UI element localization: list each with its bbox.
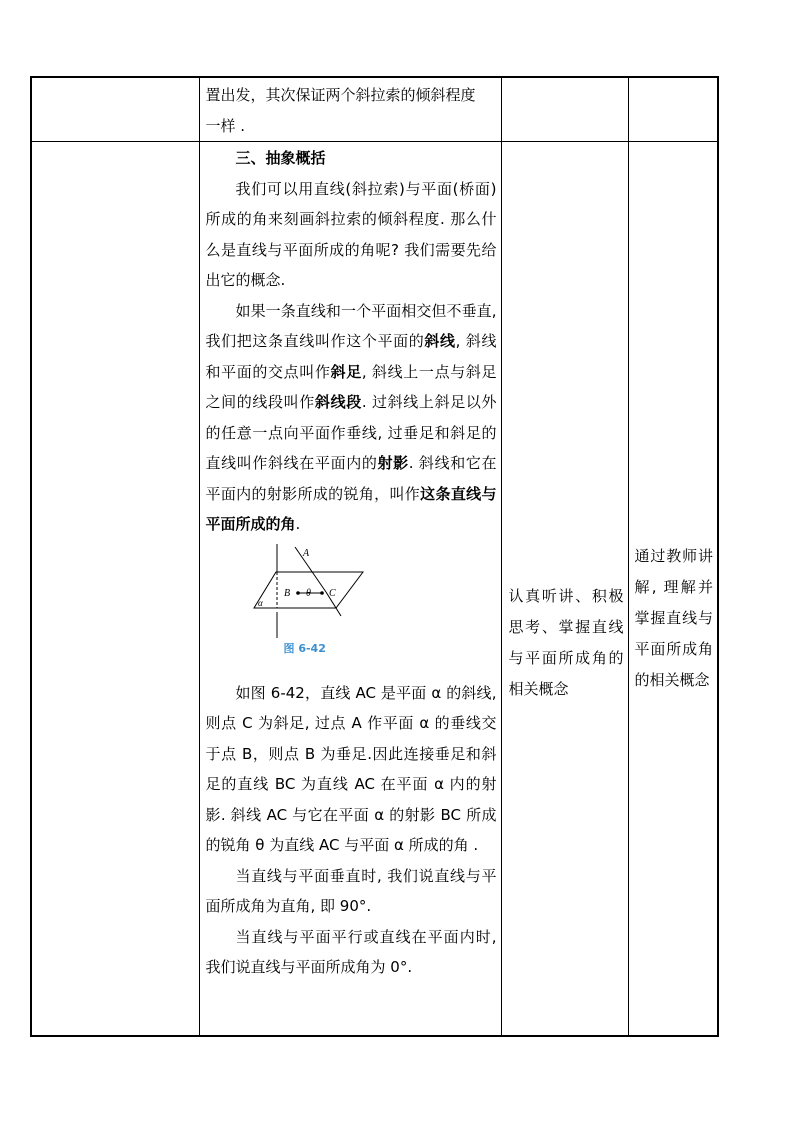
- term-oblique-foot: 斜足: [330, 362, 362, 381]
- term-oblique-segment: 斜线段: [314, 393, 362, 411]
- stage-cell: [31, 77, 199, 142]
- term-oblique-line: 斜线: [424, 332, 456, 350]
- text-line: 置出发，其次保证两个斜拉索的倾斜程度: [205, 86, 476, 104]
- term-line-plane-angle: 这条直线与平面所成的角: [205, 484, 497, 533]
- student-activity-cell: [501, 142, 628, 1037]
- point-c: [320, 591, 324, 595]
- label-c: C: [328, 587, 336, 599]
- section-heading: 三、抽象概括: [235, 149, 326, 167]
- lesson-plan-table: [30, 76, 719, 1037]
- oblique-line-ac: [295, 547, 326, 592]
- paragraph: 当直线与平面垂直时, 我们说直线与平面所成角为直角, 即 90°.: [205, 866, 497, 915]
- design-intent-cell: [628, 142, 718, 1037]
- student-activity-text: 认真听讲、积极思考、掌握直线与平面所成角的相关概念: [508, 586, 624, 698]
- stage-cell: [31, 142, 199, 1037]
- design-intent-cell: [628, 77, 718, 142]
- student-activity-cell: [501, 77, 628, 142]
- point-b: [296, 591, 300, 595]
- figure-6-42: [206, 542, 497, 670]
- definition-paragraph: 如果一条直线和一个平面相交但不垂直, 我们把这条直线叫作这个平面的斜线, 斜线和平面的交点叫作斜足, 斜线上一点与斜足之间的线段叫作斜线段. 过斜线上斜足以外的任意一点向平面作垂线, 过垂足和斜足的直线叫作斜线在平面内的射影. 斜线和它在平面内的射影所成的锐角，叫作这条直线与平面所成的角.: [205, 301, 497, 533]
- line-plane-angle-diagram: [246, 542, 376, 640]
- table-row: [31, 142, 718, 1037]
- label-theta: θ: [305, 587, 311, 599]
- text-line: 一样 .: [205, 116, 246, 135]
- table-row: [31, 77, 718, 142]
- design-intent-text: 通过教师讲解, 理解并掌握直线与平面所成角的相关概念: [634, 547, 713, 689]
- figure-caption: 图 6-42: [283, 641, 326, 655]
- paragraph: 我们可以用直线(斜拉索)与平面(桥面)所成的角来刻画斜拉索的倾斜程度. 那么什么是直线与平面所成的角呢? 我们需要先给出它的概念.: [205, 179, 497, 289]
- label-alpha: α: [257, 597, 263, 608]
- paragraph: 当直线与平面平行或直线在平面内时, 我们说直线与平面所成角为 0°.: [205, 927, 497, 976]
- label-b: B: [283, 587, 290, 599]
- teacher-activity-cell: [199, 142, 501, 1037]
- paragraph: 如图 6-42，直线 AC 是平面 α 的斜线, 则点 C 为斜足, 过点 A 作平面 α 的垂线交于点 B，则点 B 为垂足.因此连接垂足和斜足的直线 BC 为直线 AC 在平面 α 内的射影. 斜线 AC 与它在平面 α 的射影 BC 所成的锐角 θ 为直线 AC 与平面 α 所成的角 .: [205, 683, 497, 854]
- teacher-activity-cell: [199, 77, 501, 142]
- term-projection: 射影: [377, 454, 409, 472]
- label-a: A: [302, 547, 309, 559]
